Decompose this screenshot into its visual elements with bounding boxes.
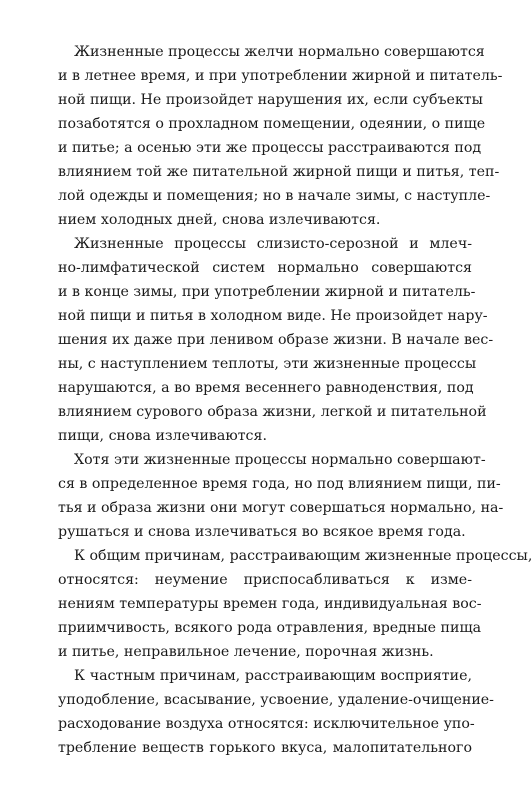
text-line: ны, с наступлением теплоты, эти жизненные процессы [58,356,477,372]
text-line: относятся: неумение приспосабливаться к изме- [58,572,472,588]
text-line: пищи, снова излечиваются. [58,428,267,444]
text-line: нием холодных дней, снова излечиваются. [58,212,381,228]
text-line: шения их даже при ленивом образе жизни. В начале вес- [58,332,494,348]
text-line: влиянием сурового образа жизни, легкой и питательной [58,404,487,420]
text-line: лой одежды и помещения; но в начале зимы, с наступле- [58,188,491,204]
text-line: и в летнее время, и при употреблении жирной и питатель- [58,68,503,84]
text-line: уподобление, всасывание, усвоение, удаление-очищение- [58,692,494,708]
text-line: К общим причинам, расстраивающим жизненные процессы, [74,548,532,564]
text-line: но-лимфатической систем нормально совершаются [58,260,472,276]
text-line: К частным причинам, расстраивающим восприятие, [74,668,472,684]
text-line: Жизненные процессы слизисто-серозной и млеч- [74,236,472,252]
text-line: ся в определенное время года, но под влиянием пищи, пи- [58,476,501,492]
text-line: влиянием той же питательной жирной пищи и питья, теп- [58,164,500,180]
text-line: ной пищи и питья в холодном виде. Не произойдет нару- [58,308,488,324]
text-line: позаботятся о прохладном помещении, одеянии, о пище [58,116,486,132]
text-line: расходование воздуха относятся: исключительное упо- [58,716,475,732]
text-line: нениям температуры времен года, индивидуальная вос- [58,596,482,612]
text-line: и питье, неправильное лечение, порочная жизнь. [58,644,434,660]
text-line: рушаться и снова излечиваться во всякое время года. [58,524,466,540]
text-line: нарушаются, а во время весеннего равноденствия, под [58,380,474,396]
text-line: тья и образа жизни они могут совершаться нормально, на- [58,500,504,516]
text-line: Жизненные процессы желчи нормально совершаются [74,44,485,60]
text-line: требление веществ горького вкуса, малопитательного [58,740,472,756]
text-line: и питье; а осенью эти же процессы расстраиваются под [58,140,482,156]
text-line: и в конце зимы, при употреблении жирной и питатель- [58,284,476,300]
text-line: Хотя эти жизненные процессы нормально совершают- [74,452,486,468]
text-line: приимчивость, всякого рода отравления, вредные пища [58,620,482,636]
text-line: ной пищи. Не произойдет нарушения их, если субъекты [58,92,483,108]
